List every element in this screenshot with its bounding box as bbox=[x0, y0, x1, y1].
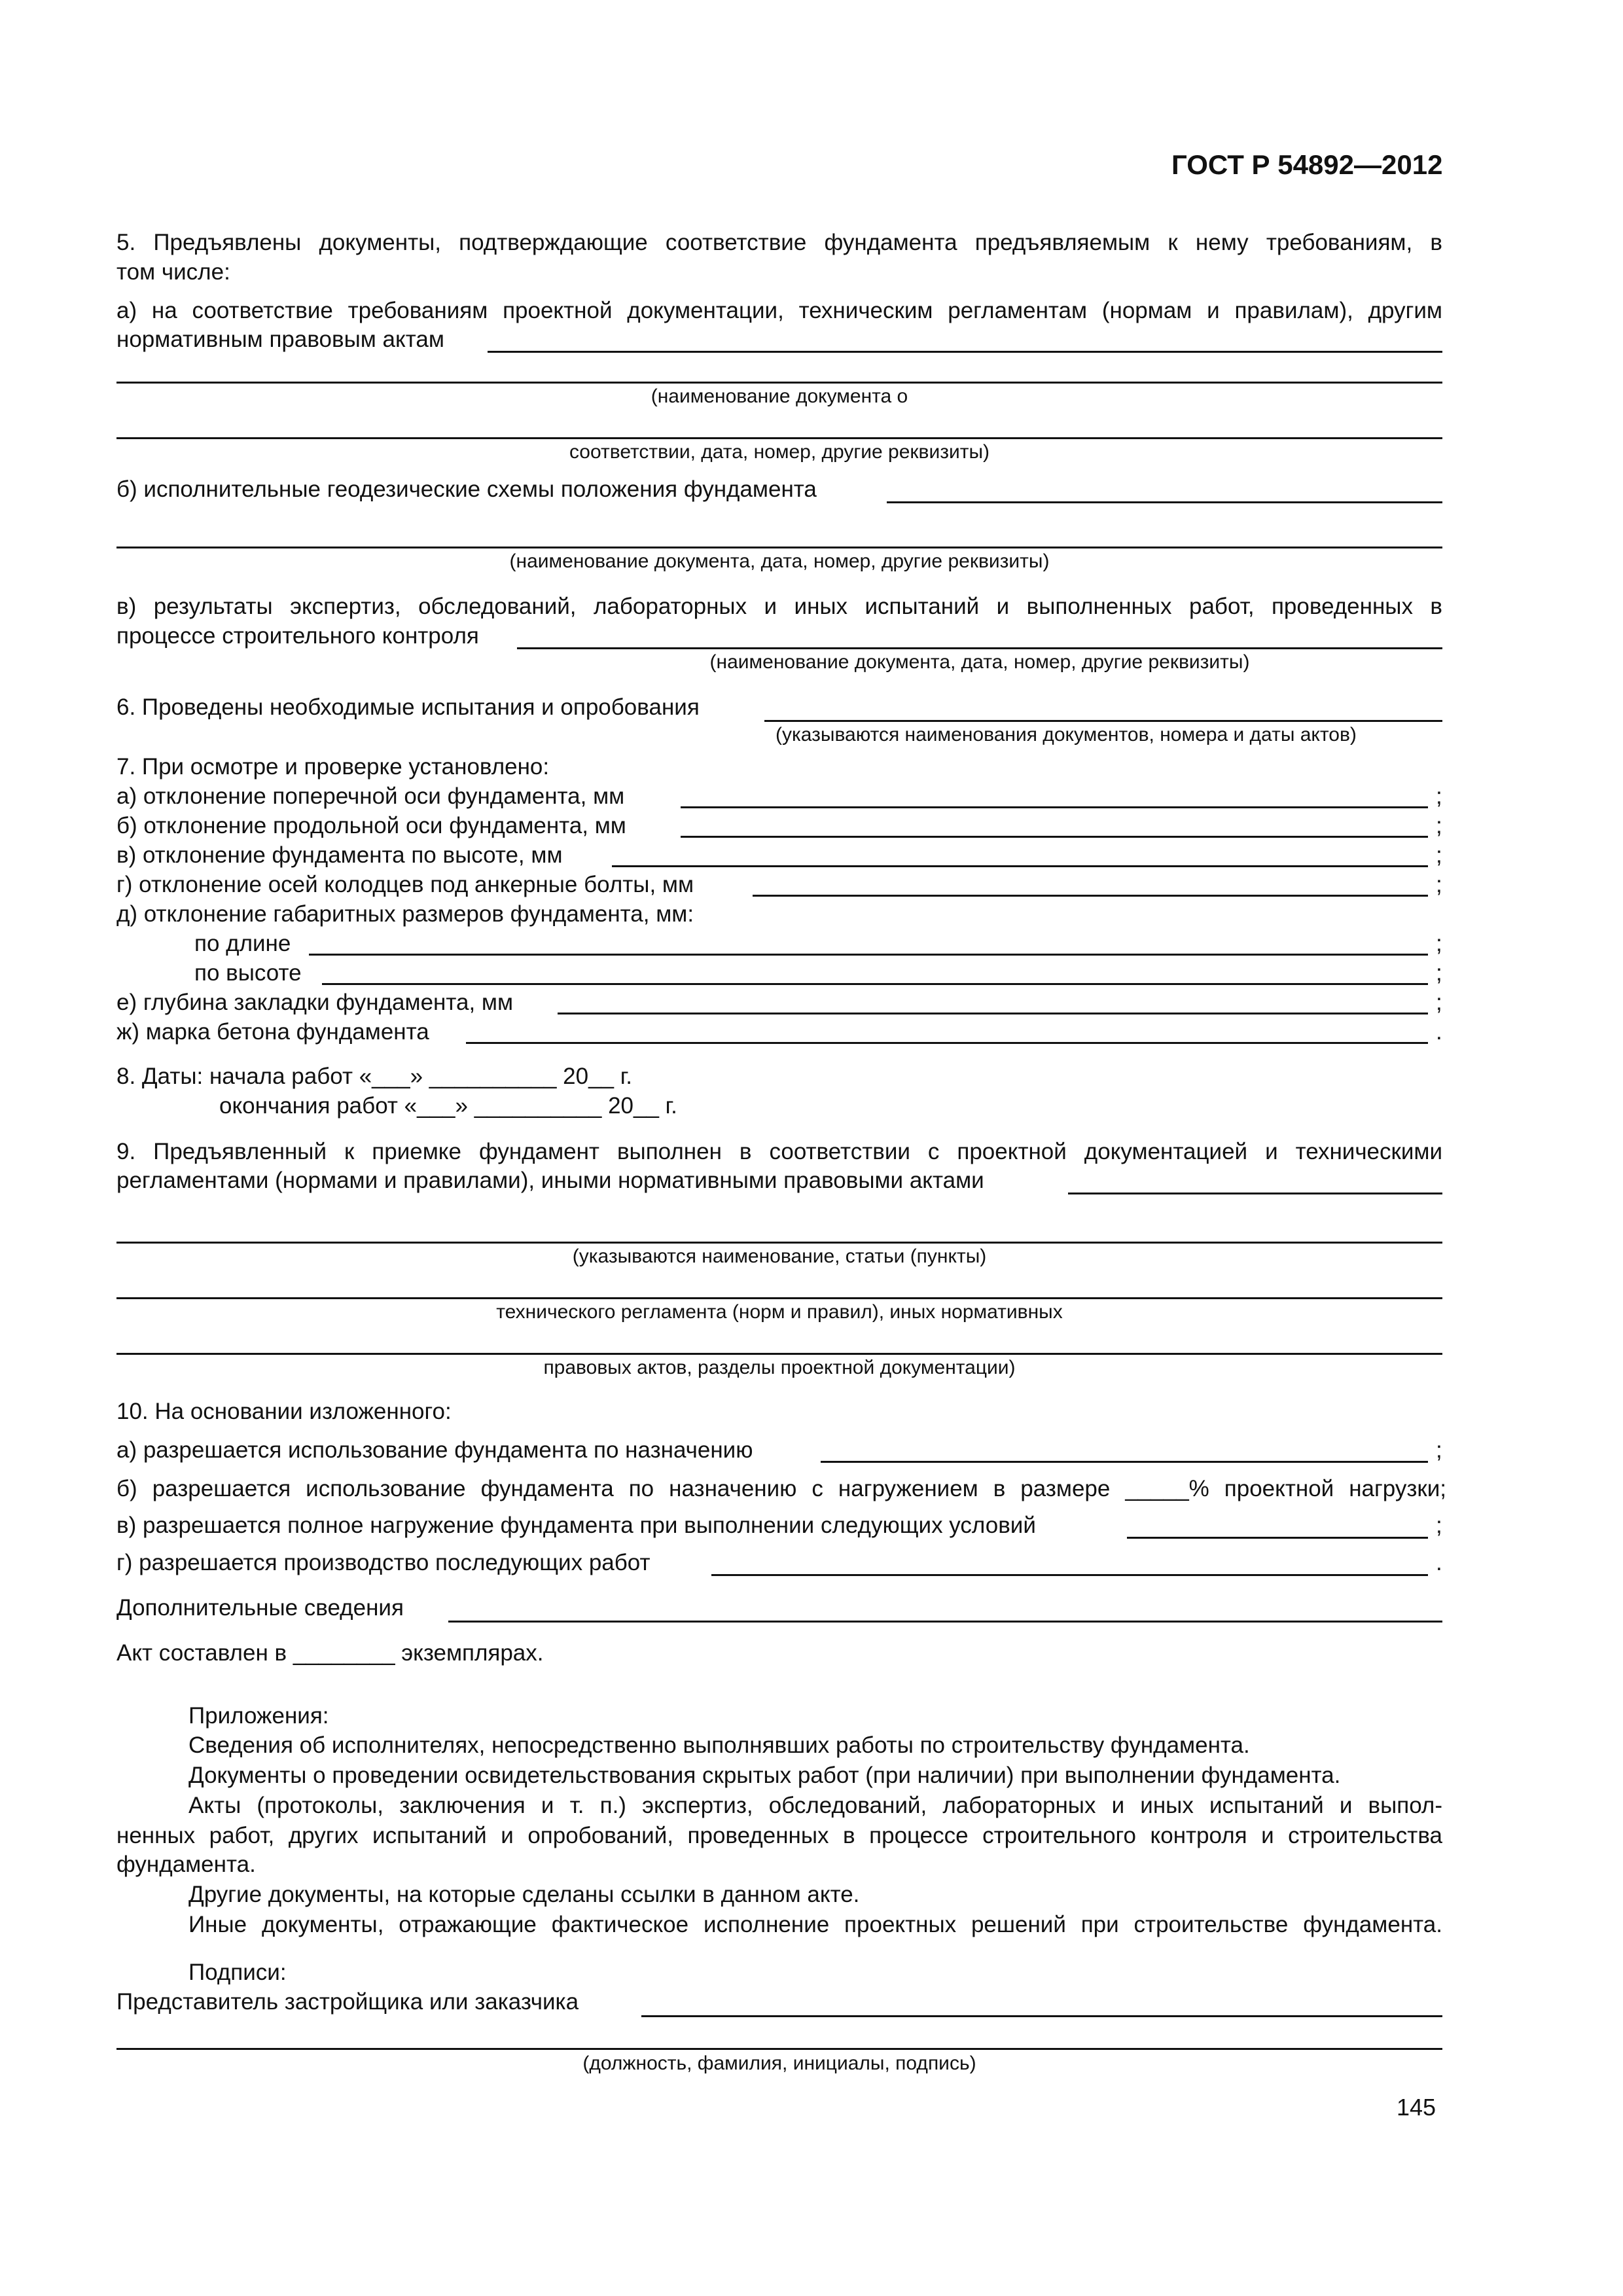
section-8-end-date: окончания работ «___» __________ 20__ г. bbox=[219, 1093, 677, 1119]
section-9-line-2: регламентами (нормами и правилами), иными нормативными правовыми актами bbox=[116, 1168, 984, 1193]
section-7e-semicolon: ; bbox=[1436, 990, 1442, 1015]
section-5a-fill-line-2[interactable] bbox=[116, 382, 1442, 384]
section-9-caption-3: правовых актов, разделы проектной документации) bbox=[543, 1357, 1016, 1378]
section-7a-text: а) отклонение поперечной оси фундамента, мм bbox=[116, 783, 625, 809]
section-7a-fill-line[interactable] bbox=[681, 806, 1428, 808]
section-10g-period: . bbox=[1436, 1550, 1442, 1575]
section-5b-caption: (наименование документа, дата, номер, другие реквизиты) bbox=[509, 550, 1050, 572]
section-7d-height-semicolon: ; bbox=[1436, 960, 1442, 986]
section-9-fill-line[interactable] bbox=[1068, 1193, 1442, 1194]
signatures-title: Подписи: bbox=[188, 1960, 287, 1985]
section-7g-semicolon: ; bbox=[1436, 872, 1442, 897]
section-9-fill-line-2[interactable] bbox=[116, 1242, 1442, 1244]
section-10a-fill-line[interactable] bbox=[821, 1461, 1428, 1463]
section-10-title: 10. На основании изложенного: bbox=[116, 1399, 452, 1424]
section-9-caption-2: технического регламента (норм и правил), иных нормативных bbox=[496, 1301, 1063, 1323]
section-7zh-fill-line[interactable] bbox=[466, 1042, 1428, 1044]
section-5a-fill-line[interactable] bbox=[488, 351, 1442, 353]
section-8-start-date: 8. Даты: начала работ «___» __________ 20__ г. bbox=[116, 1064, 632, 1089]
section-5-line-2: том числе: bbox=[116, 259, 230, 285]
attachment-item-3-line-2: ненных работ, других испытаний и опробований, проведенных в процессе строительного контроля и строительства bbox=[116, 1823, 1442, 1848]
customer-representative-fill-line-2[interactable] bbox=[116, 2048, 1442, 2050]
document-code: ГОСТ Р 54892—2012 bbox=[1171, 149, 1443, 180]
section-5v-fill-line[interactable] bbox=[517, 647, 1442, 649]
section-5a-fill-line-3[interactable] bbox=[116, 437, 1442, 439]
customer-representative-label: Представитель застройщика или заказчика bbox=[116, 1989, 579, 2015]
section-10g-text: г) разрешается производство последующих работ bbox=[116, 1550, 651, 1575]
section-5a-line-1: а) на соответствие требованиям проектной документации, техническим регламентам (нормам и правилам), другим bbox=[116, 298, 1442, 323]
section-7v-semicolon: ; bbox=[1436, 842, 1442, 868]
section-5b-text: б) исполнительные геодезические схемы положения фундамента bbox=[116, 476, 817, 502]
section-7b-text: б) отклонение продольной оси фундамента, мм bbox=[116, 813, 626, 838]
section-9-caption-1: (указываются наименование, статьи (пункты) bbox=[572, 1246, 987, 1267]
section-9-fill-line-4[interactable] bbox=[116, 1353, 1442, 1355]
section-7e-fill-line[interactable] bbox=[558, 1013, 1428, 1014]
section-6-caption: (указываются наименования документов, номера и даты актов) bbox=[776, 724, 1357, 745]
section-7d-length-label: по длине bbox=[194, 931, 291, 956]
section-5b-fill-line-2[interactable] bbox=[116, 547, 1442, 548]
section-9-line-1: 9. Предъявленный к приемке фундамент выполнен в соответствии с проектной документацией и техническими bbox=[116, 1139, 1442, 1164]
section-7a-semicolon: ; bbox=[1436, 783, 1442, 809]
section-7-title: 7. При осмотре и проверке установлено: bbox=[116, 754, 550, 780]
section-7e-text: е) глубина закладки фундамента, мм bbox=[116, 990, 514, 1015]
customer-representative-fill-line[interactable] bbox=[641, 2015, 1442, 2017]
section-10a-semicolon: ; bbox=[1436, 1437, 1442, 1463]
section-7v-fill-line[interactable] bbox=[612, 865, 1428, 867]
section-10v-text: в) разрешается полное нагружение фундамента при выполнении следующих условий bbox=[116, 1513, 1036, 1538]
section-7d-length-semicolon: ; bbox=[1436, 931, 1442, 956]
section-10b-text: б) разрешается использование фундамента по назначению с нагружением в размере _____% проектной нагрузки; bbox=[116, 1476, 1446, 1501]
section-10v-fill-line[interactable] bbox=[1127, 1537, 1428, 1539]
section-10a-text: а) разрешается использование фундамента по назначению bbox=[116, 1437, 753, 1463]
section-5b-fill-line[interactable] bbox=[887, 501, 1442, 503]
section-10v-semicolon: ; bbox=[1436, 1513, 1442, 1538]
section-10g-fill-line[interactable] bbox=[711, 1574, 1428, 1576]
attachment-item-4: Другие документы, на которые сделаны ссылки в данном акте. bbox=[188, 1882, 860, 1907]
section-7zh-text: ж) марка бетона фундамента bbox=[116, 1019, 429, 1045]
section-7d-height-fill-line[interactable] bbox=[322, 983, 1428, 985]
section-7v-text: в) отклонение фундамента по высоте, мм bbox=[116, 842, 563, 868]
page-number: 145 bbox=[1397, 2094, 1436, 2121]
section-5v-line-1: в) результаты экспертиз, обследований, лабораторных и иных испытаний и выполненных работ, проведенных в bbox=[116, 594, 1442, 619]
section-9-fill-line-3[interactable] bbox=[116, 1297, 1442, 1299]
copies-count-text: Акт составлен в ________ экземплярах. bbox=[116, 1640, 544, 1666]
signature-caption: (должность, фамилия, инициалы, подпись) bbox=[582, 2053, 976, 2074]
additional-info-fill-line[interactable] bbox=[448, 1621, 1442, 1623]
section-6-text: 6. Проведены необходимые испытания и опробования bbox=[116, 694, 700, 720]
section-5a-caption-2: соответствии, дата, номер, другие реквизиты) bbox=[569, 441, 990, 463]
attachment-item-2: Документы о проведении освидетельствования скрытых работ (при наличии) при выполнении фундамента. bbox=[188, 1763, 1341, 1788]
additional-info-label: Дополнительные сведения bbox=[116, 1595, 404, 1621]
attachment-item-3-line-1: Акты (протоколы, заключения и т. п.) экспертиз, обследований, лабораторных и иных испытаний и выпол- bbox=[188, 1793, 1442, 1818]
section-5v-caption: (наименование документа, дата, номер, другие реквизиты) bbox=[709, 651, 1250, 673]
section-7d-height-label: по высоте bbox=[194, 960, 302, 986]
section-7d-length-fill-line[interactable] bbox=[309, 954, 1428, 956]
section-5-line-1: 5. Предъявлены документы, подтверждающие соответствие фундамента предъявляемым к нему требованиям, в bbox=[116, 230, 1442, 255]
section-5a-caption-1: (наименование документа о bbox=[651, 386, 908, 407]
section-7zh-period: . bbox=[1436, 1019, 1442, 1045]
attachment-item-5: Иные документы, отражающие фактическое исполнение проектных решений при строительстве фундамента. bbox=[188, 1912, 1442, 1937]
attachment-item-3-line-3: фундамента. bbox=[116, 1852, 256, 1877]
section-6-fill-line[interactable] bbox=[764, 720, 1442, 722]
section-5a-line-2: нормативным правовым актам bbox=[116, 327, 444, 352]
section-7g-text: г) отклонение осей колодцев под анкерные болты, мм bbox=[116, 872, 694, 897]
section-7g-fill-line[interactable] bbox=[753, 895, 1428, 897]
section-7b-fill-line[interactable] bbox=[681, 836, 1428, 838]
section-7d-text: д) отклонение габаритных размеров фундамента, мм: bbox=[116, 901, 694, 927]
attachment-item-1: Сведения об исполнителях, непосредственно выполнявших работы по строительству фундамента. bbox=[188, 1732, 1250, 1758]
attachments-title: Приложения: bbox=[188, 1703, 329, 1729]
section-5v-line-2: процессе строительного контроля bbox=[116, 623, 479, 649]
section-7b-semicolon: ; bbox=[1436, 813, 1442, 838]
